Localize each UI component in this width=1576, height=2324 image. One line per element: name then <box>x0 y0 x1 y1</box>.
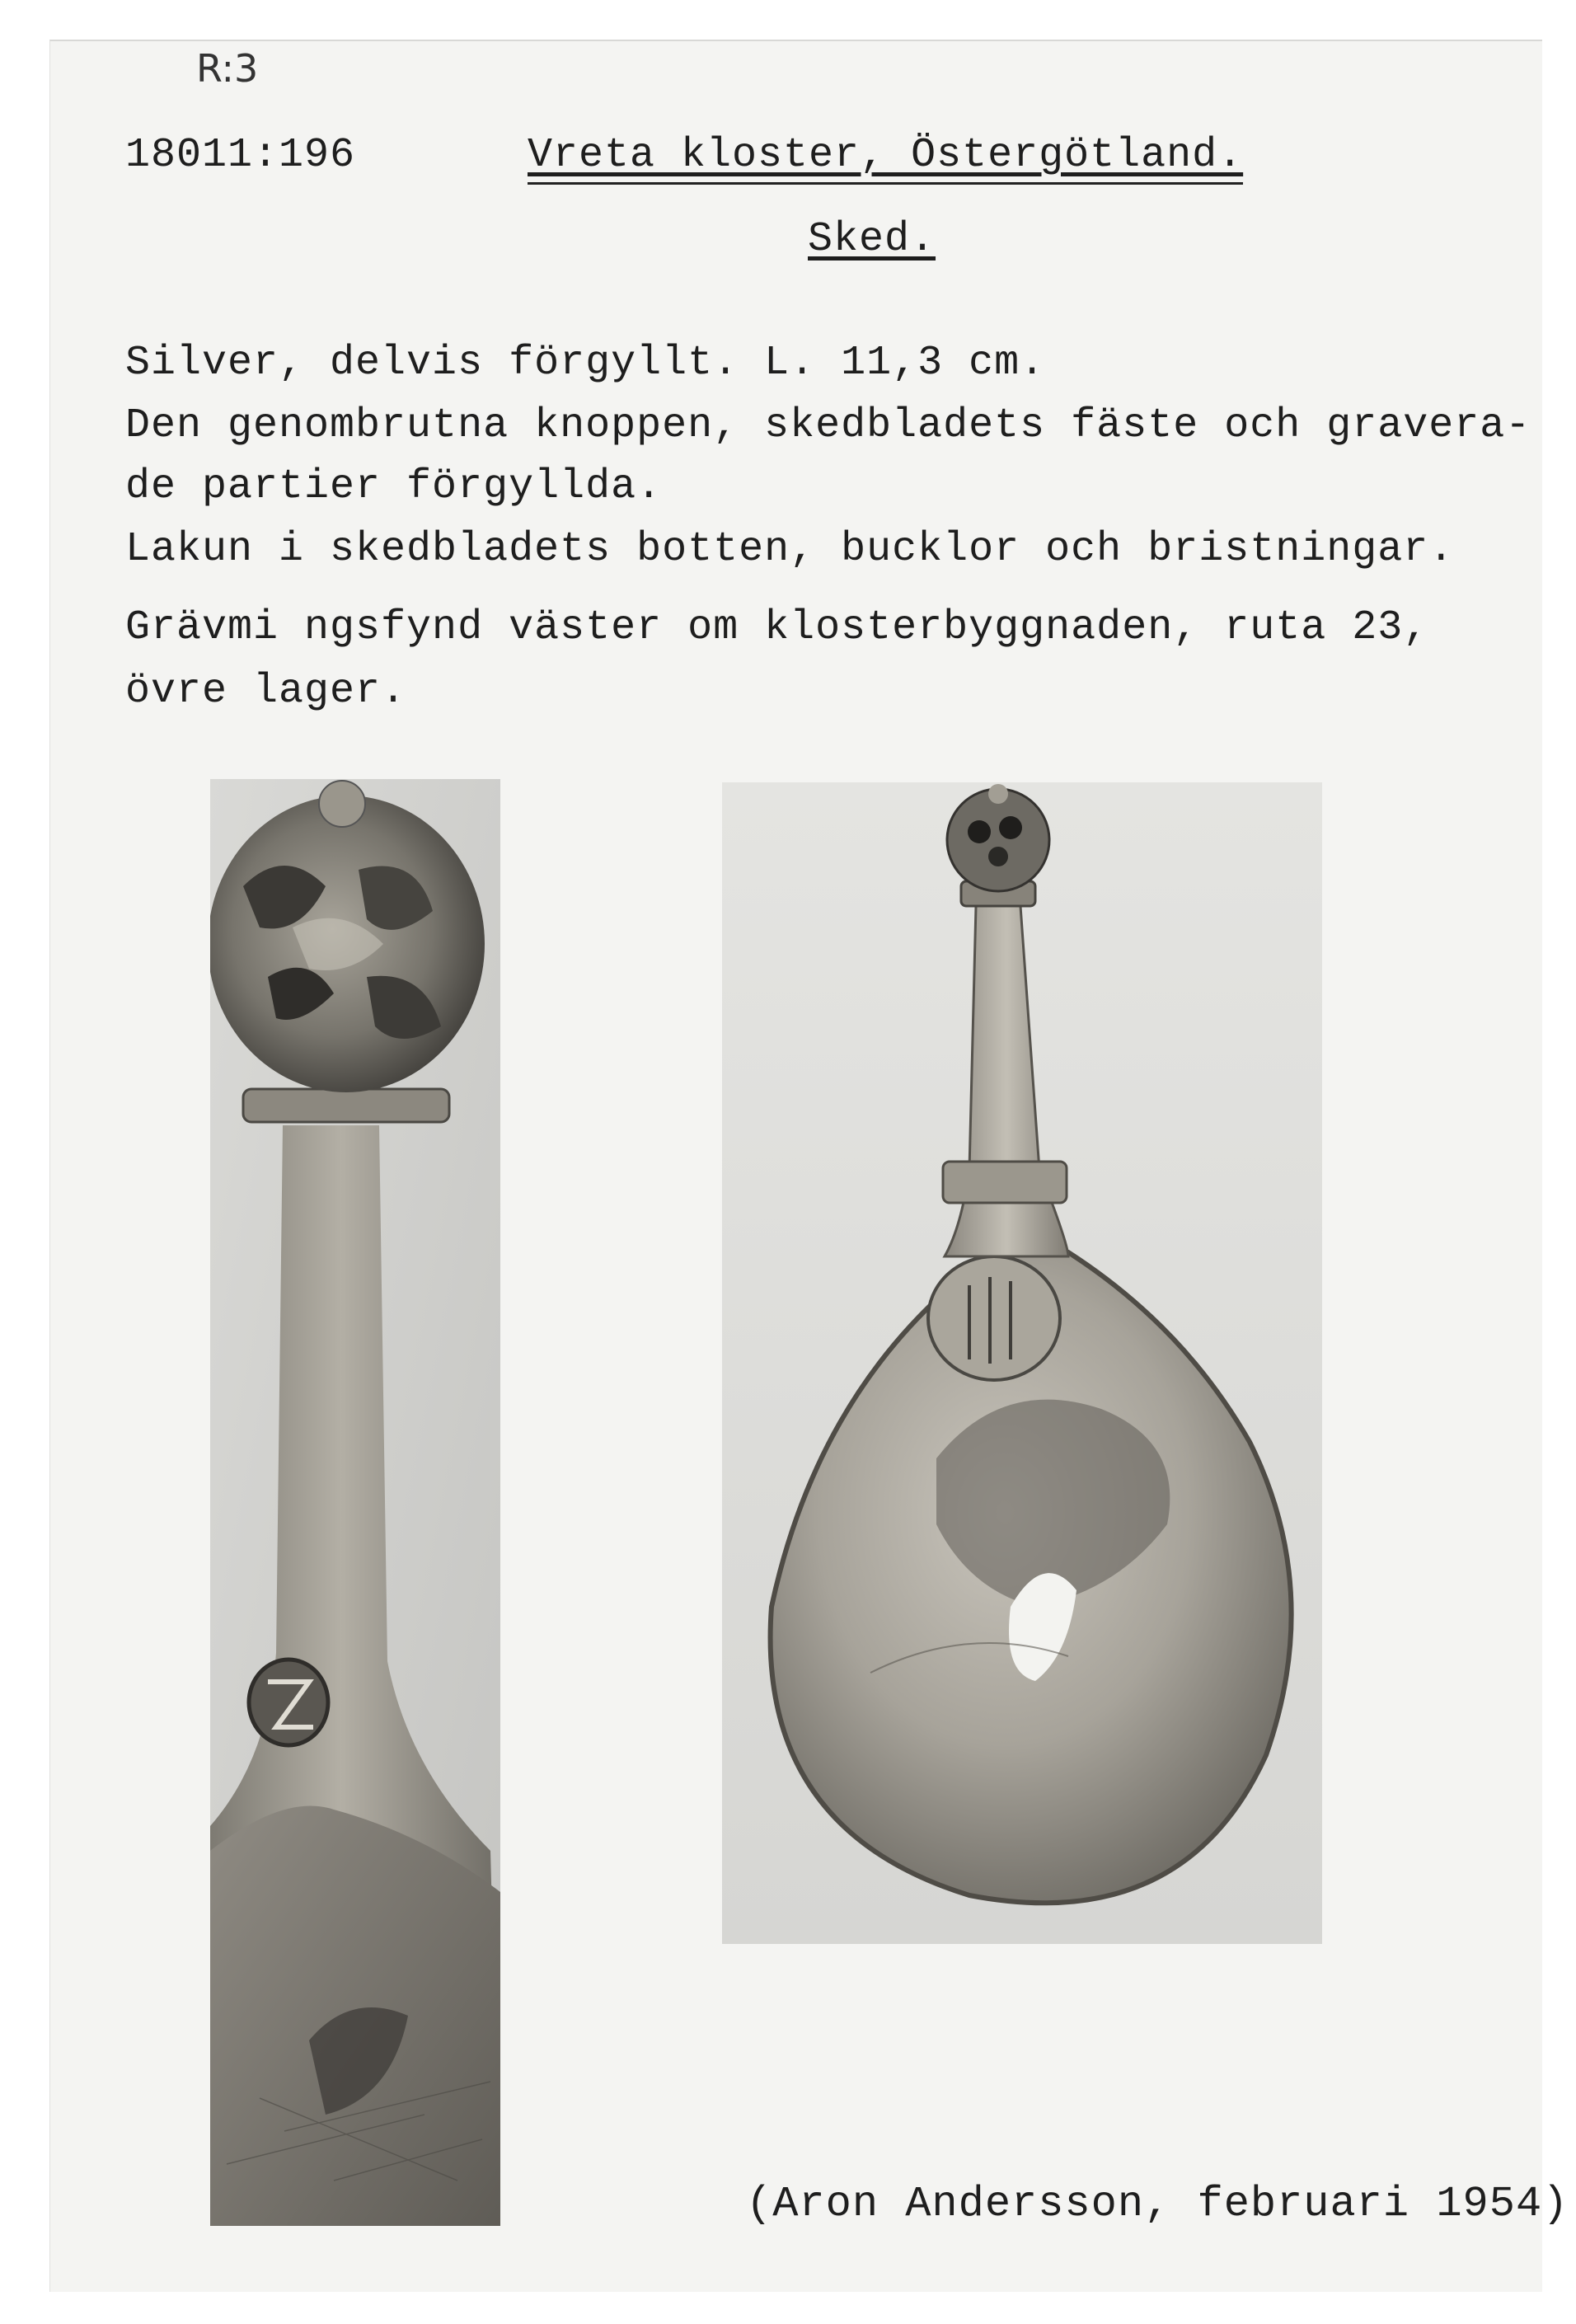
find-line-2: övre lager. <box>125 668 407 715</box>
description-line-4: Lakun i skedbladets botten, bucklor och bristningar. <box>125 526 1455 573</box>
description-line-2: Den genombrutna knoppen, skedbladets fäste och gravera- <box>125 402 1531 449</box>
photo-spoon-full <box>722 782 1322 1944</box>
author-signature: (Aron Andersson, februari 1954) <box>746 2180 1569 2228</box>
location-heading: Vreta kloster, Östergötland. <box>528 132 1243 185</box>
description-line-3: de partier förgyllda. <box>125 463 663 510</box>
handwritten-mark: R:3 <box>196 46 259 91</box>
inventory-number: 18011:196 <box>125 132 356 179</box>
description-line-1: Silver, delvis förgyllt. L. 11,3 cm. <box>125 340 1046 387</box>
find-line-1: Grävmi ngsfynd väster om klosterbyggnaden, ruta 23, <box>125 604 1429 651</box>
photo-handle-closeup <box>210 779 500 2226</box>
object-name: Sked. <box>808 216 936 263</box>
